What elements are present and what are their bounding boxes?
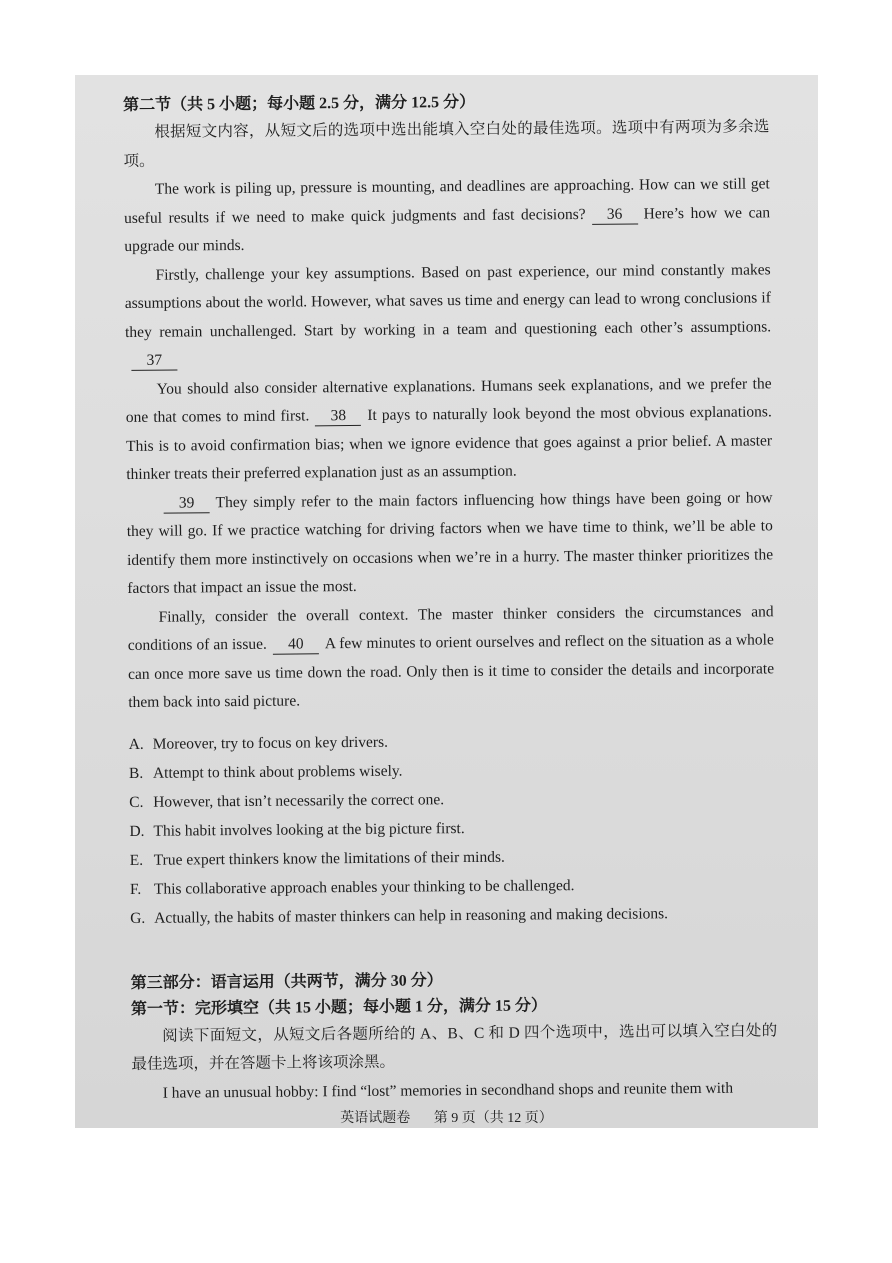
paragraph-text: They simply refer to the main factors influencing how things have been going or how they will go. If we practice watching for driving factors when we have time to think, we’ll be able to identify them more instinctively on occasions when we’re in a hurry. The master thinker prioritizes the factors that impact an issue the most. bbox=[126, 488, 774, 597]
cloze-passage-start: I have an unusual hobby: I find “lost” memories in secondhand shops and reunite them with bbox=[162, 1079, 734, 1102]
section2-instruction: 根据短文内容，从短文后的选项中选出能填入空白处的最佳选项。选项中有两项为多余选项。 bbox=[123, 118, 770, 170]
passage-paragraph-3 bbox=[125, 370, 772, 490]
paragraph-text: Here’s how we can upgrade our minds. bbox=[124, 203, 771, 255]
blank-38: 38 bbox=[315, 407, 361, 426]
paragraph-text: It pays to naturally look beyond the most obvious explanations. This is to avoid confirmation bias; when we ignore evidence that goes against a prior belief. A master thinker treats their preferred explanation just as an assumption. bbox=[126, 403, 773, 483]
option-text: However, that isn’t necessarily the correct one. bbox=[153, 790, 445, 811]
option-text: Attempt to think about problems wisely. bbox=[152, 762, 403, 782]
blank-36: 36 bbox=[592, 205, 638, 224]
page-content bbox=[123, 87, 778, 1108]
footer-page-number: 第 9 页（共 12 页） bbox=[433, 1111, 553, 1126]
option-text: Moreover, try to focus on key drivers. bbox=[152, 733, 389, 753]
passage-paragraph-4 bbox=[126, 484, 773, 604]
part3-heading: 第三部分：语言运用（共两节，满分 30 分） bbox=[130, 971, 443, 992]
option-letter: G. bbox=[130, 909, 146, 927]
answer-options bbox=[129, 724, 777, 933]
exam-page bbox=[75, 75, 818, 1128]
option-text: This habit involves looking at the big picture first. bbox=[153, 819, 465, 840]
footer-subject: 英语试题卷 bbox=[340, 1111, 411, 1126]
option-letter: A. bbox=[128, 735, 144, 753]
passage-paragraph-2 bbox=[124, 256, 771, 376]
option-letter: B. bbox=[128, 764, 144, 782]
option-text: This collaborative approach enables your thinking to be challenged. bbox=[153, 876, 575, 898]
paragraph-text: Firstly, challenge your key assumptions. Based on past experience, our mind constantly makes assumptions about the world. However, what saves us time and energy can lead to wrong conclusions if they remain unchallenged. Start by working in a team and questioning each other’s assumptions. bbox=[124, 260, 772, 341]
section2-heading: 第二节（共 5 小题；每小题 2.5 分，满分 12.5 分） bbox=[123, 93, 476, 114]
blank-40: 40 bbox=[273, 635, 319, 654]
blank-39: 39 bbox=[164, 494, 210, 513]
option-letter: E. bbox=[129, 851, 144, 869]
page-footer bbox=[75, 1107, 818, 1127]
paragraph-text: Finally, consider the overall context. The master thinker considers the circumstances and conditions of an issue. bbox=[127, 602, 774, 654]
option-letter: F. bbox=[129, 880, 142, 898]
paragraph-text: The work is piling up, pressure is mounting, and deadlines are approaching. How can we still get useful results if we need to make quick judgments and fast decisions? bbox=[124, 175, 770, 227]
paragraph-text: You should also consider alternative explanations. Humans seek explanations, and we prefer the one that comes to mind first. bbox=[125, 374, 772, 426]
passage-paragraph-1 bbox=[124, 170, 771, 261]
option-text: True expert thinkers know the limitations of their minds. bbox=[153, 848, 505, 869]
cloze-heading: 第一节：完形填空（共 15 小题；每小题 1 分，满分 15 分） bbox=[130, 996, 548, 1018]
passage-paragraph-5 bbox=[127, 598, 774, 718]
option-g bbox=[130, 898, 776, 933]
blank-37: 37 bbox=[131, 352, 177, 371]
option-letter: D. bbox=[129, 822, 145, 840]
paragraph-text: A few minutes to orient ourselves and reflect on the situation as a whole can once more save us time down the road. Only then is it time to consider the details and incorporate them back into said picture. bbox=[127, 631, 775, 711]
part3-section bbox=[131, 965, 778, 1108]
cloze-instruction: 阅读下面短文，从短文后各题所给的 A、B、C 和 D 四个选项中，选出可以填入空白处的最佳选项，并在答题卡上将该项涂黑。 bbox=[131, 1021, 778, 1073]
option-letter: C. bbox=[129, 793, 144, 811]
option-text: Actually, the habits of master thinkers can help in reasoning and making decisions. bbox=[154, 904, 669, 927]
